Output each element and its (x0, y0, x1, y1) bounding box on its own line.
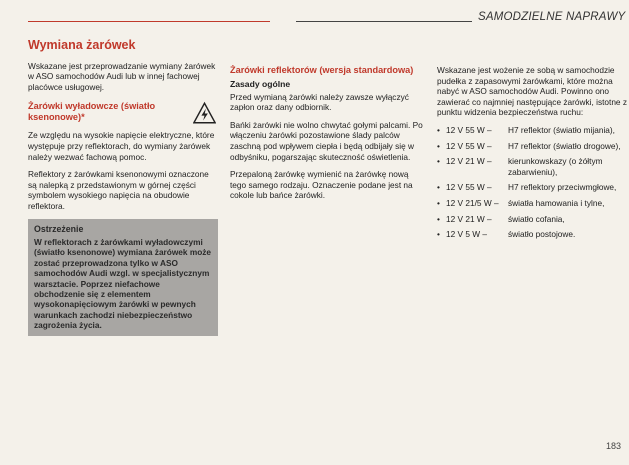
bullet-icon: • (437, 182, 440, 193)
xenon-paragraph-1: Ze względu na wysokie napięcie elektryczne, które występuje przy reflektorach, do wymiany żarówek należy wezwać fachową pomoc. (28, 130, 215, 162)
bulb-use: H7 reflektor (światło drogowe), (508, 140, 621, 151)
warning-box (28, 219, 218, 336)
bullet-icon: • (437, 156, 440, 167)
list-item (437, 125, 627, 136)
list-item (437, 156, 627, 177)
column-3 (437, 65, 627, 245)
column-2 (230, 65, 426, 208)
rule-paragraph-2: Bańki żarówki nie wolno chwytać gołymi palcami. Po włączeniu żarówki pozostawione ślady palców zaschną pod wpływem ciepła i będą odbijały się w odbyśniku, pogarszając skuteczność oświetlenia. (230, 119, 423, 162)
xenon-paragraph-2: Reflektory z żarówkami ksenonowymi oznaczone są nalepką z przedstawionym w górnej części symbolem wysokiego napięcia na obudowie reflektora. (28, 169, 209, 211)
bullet-icon: • (437, 140, 440, 151)
bulb-use: H7 reflektory przeciwmgłowe, (508, 182, 617, 193)
standard-headlight-heading: Żarówki reflektorów (wersja standardowa) (230, 65, 414, 75)
list-item (437, 182, 627, 193)
list-item (437, 229, 627, 240)
bulb-spec: 12 V 21 W – (446, 213, 492, 224)
general-rules-subheading: Zasady ogólne (230, 79, 291, 89)
xenon-heading: Żarówki wyładowcze (światło ksenonowe)* (28, 101, 156, 123)
high-voltage-warning-icon (193, 101, 216, 125)
bullet-icon: • (437, 229, 440, 240)
bulb-list (437, 125, 627, 240)
bullet-icon: • (437, 124, 440, 135)
bulb-spec: 12 V 21/5 W – (446, 197, 499, 208)
header-rule-left (28, 21, 270, 22)
rule-paragraph-1: Przed wymianą żarówki należy zawsze wyłączyć zapłon oraz dany odbiornik. (230, 91, 409, 113)
bulb-spec: 12 V 55 W – (446, 140, 492, 151)
bulb-use: światło cofania, (508, 213, 565, 224)
section-title: SAMODZIELNE NAPRAWY (478, 11, 626, 23)
column-1 (28, 40, 218, 336)
header-rule-middle (296, 21, 472, 22)
spare-bulbs-intro: Wskazane jest wożenie ze sobą w samochodzie pudełka z zapasowymi żarówkami, które można nabyć w ASO samochodów Audi. Powinno ono zawierać co najmniej następujące żarówki, istotne z punktu widzenia bezpieczeństwa ruchu: (437, 65, 627, 118)
warning-text: W reflektorach z żarówkami wyładowczymi (światło ksenonowe) wymiana żarówek może zostać przeprowadzona tylko w ASO samochodów Audi wzgl. w specjalistycznym warsztacie. Poprzez niefachowe obchodzenie się z elementem wysokonapięciowym żarówki w pewnych warunkach zachodzi niebezpieczeństwo zagrożenia życia. (34, 236, 212, 331)
page-number: 183 (605, 441, 621, 451)
list-item (437, 141, 627, 152)
bulb-use: H7 reflektor (światło mijania), (508, 124, 615, 135)
bullet-icon: • (437, 213, 440, 224)
page-heading: Wymiana żarówek (28, 38, 136, 52)
bulb-spec: 12 V 21 W – (446, 156, 492, 167)
rule-paragraph-3: Przepaloną żarówkę wymienić na żarówkę nową tego samego rodzaju. Oznaczenie podane jest na cokole lub bańce żarówki. (230, 169, 413, 201)
xenon-heading-row (28, 101, 218, 125)
list-item (437, 198, 627, 209)
bulb-spec: 12 V 55 W – (446, 182, 492, 193)
bulb-use: światła hamowania i tylne, (508, 197, 605, 208)
bulb-spec: 12 V 55 W – (446, 124, 492, 135)
bulb-use: kierunkowskazy (o żółtym zabarwieniu), (508, 156, 603, 177)
warning-title: Ostrzeżenie (34, 223, 84, 234)
bulb-use: światło postojowe. (508, 229, 576, 240)
bullet-icon: • (437, 197, 440, 208)
bulb-spec: 12 V 5 W – (446, 229, 488, 240)
intro-paragraph: Wskazane jest przeprowadzanie wymiany żarówek w ASO samochodów Audi lub w innej fachowej placówce usługowej. (28, 60, 216, 92)
list-item (437, 214, 627, 225)
